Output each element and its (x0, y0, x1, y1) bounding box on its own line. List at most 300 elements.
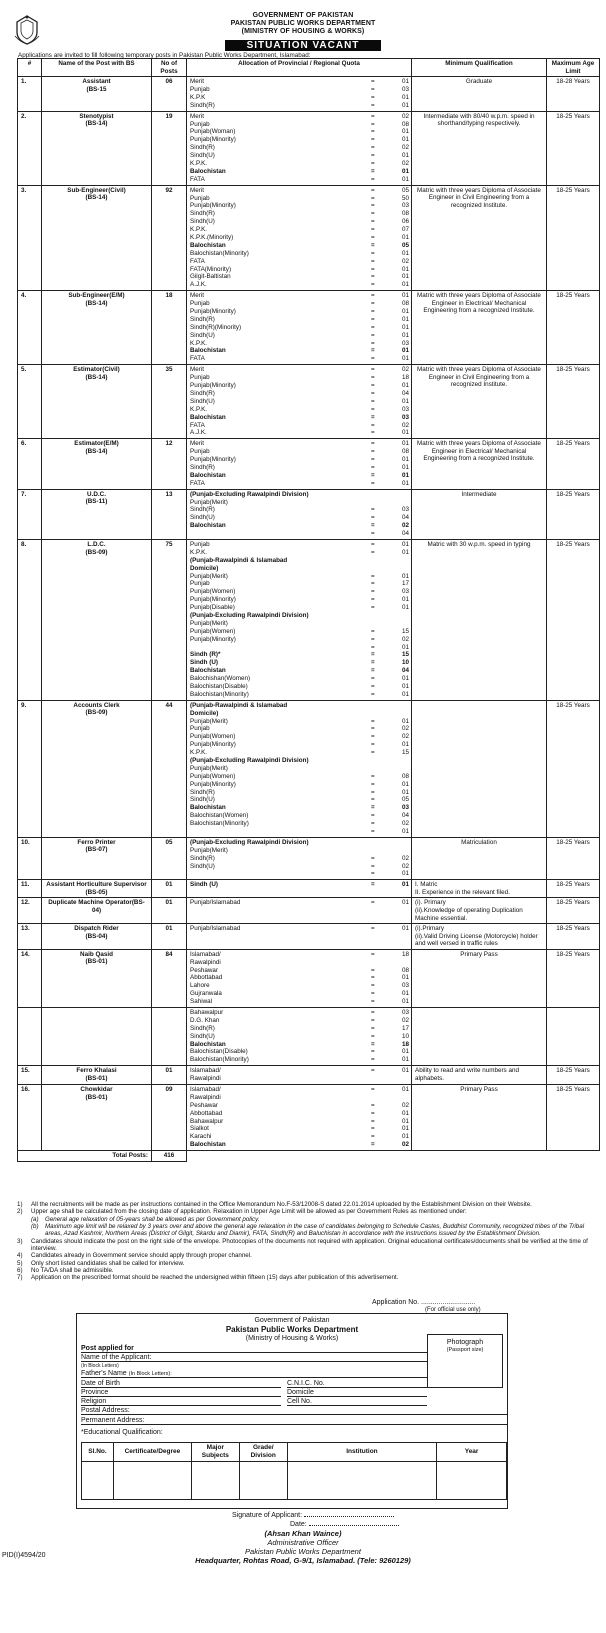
allocation-line: Sindh(U) = 06 (190, 218, 409, 226)
allocation-line: Balochistan(Minority) = 01 (190, 249, 409, 257)
allocation-line: Sindh(R) = 01 (190, 101, 409, 109)
post-name: Ferro Printer (77, 838, 116, 846)
quota-region: Punjab (190, 540, 210, 548)
allocation-line: Balochistan(Minority) = 01 (190, 690, 409, 698)
allocation-line: FATA = 02 (190, 421, 409, 429)
allocation-line: Punjab(Women) = 02 (190, 733, 409, 741)
quota-region: FATA (190, 257, 205, 265)
allocation-line: FATA = 02 (190, 257, 409, 265)
quota-region: FATA (190, 479, 205, 487)
age-limit (547, 1007, 600, 1065)
form-dept: Pakistan Public Works Department (225, 1325, 359, 1335)
province-field[interactable]: Province (81, 1388, 281, 1397)
allocation-line: Peshawar = 08 (190, 966, 409, 974)
allocation-line: Abbottabad = 01 (190, 1109, 409, 1117)
edu-col-certificate: Certificate/Degree (113, 1443, 191, 1462)
quota-region: Sindh (U) (190, 659, 218, 667)
quota-count: 01 (401, 152, 409, 160)
signature-line[interactable]: Signature of Applicant: (232, 1512, 394, 1520)
quota-count: 01 (401, 101, 409, 109)
edu-cell[interactable] (82, 1461, 114, 1499)
qualification: Matric with three years Diploma of Associate Engineer in Electrical/ Mechanical Engineering from a recognized Institute. (412, 291, 547, 365)
allocation-line: Merit = 01 (190, 440, 409, 448)
age-limit: 18-25 Years (547, 949, 600, 1007)
col-header-allocation: Allocation of Provincial / Regional Quota (187, 59, 412, 77)
father-name-field[interactable]: Father's Name (In Block Letters): (81, 1369, 427, 1378)
qualification: Intermediate with 80/40 w.p.m. speed in shorthand/typing respectively. (412, 111, 547, 185)
row-number: 1. (18, 77, 42, 112)
header-ministry: (MINISTRY OF HOUSING & WORKS) (241, 28, 365, 35)
dob-field[interactable]: Date of Birth (81, 1379, 281, 1388)
quota-region: Punjab (190, 120, 210, 128)
table-row (18, 898, 600, 924)
quota-count: 01 (401, 355, 409, 363)
table-row (18, 291, 600, 365)
quota-count (397, 1094, 409, 1102)
post-scale: (BS-01) (85, 958, 108, 966)
quota-count: 18 (401, 950, 409, 958)
note-text: Only short listed candidates shall be called for interview. (31, 1259, 185, 1267)
number-of-posts: 13 (152, 489, 187, 539)
edu-col-sl: Sl.No. (82, 1443, 114, 1462)
allocation-line: = 01 (371, 643, 409, 651)
post-cell (42, 185, 152, 291)
edu-cell[interactable] (239, 1461, 287, 1499)
allocation-line: Balochistan(Minority) = 02 (190, 820, 409, 828)
quota-region: Abbottabad (190, 1109, 223, 1117)
quota-count: 01 (401, 925, 409, 933)
age-limit: 18-25 Years (547, 898, 600, 924)
edu-cell[interactable] (191, 1461, 239, 1499)
quota-region: Sindh(U) (190, 862, 215, 870)
quota-region: Punjab(Merit) (190, 498, 228, 506)
quota-region: Sindh(R) (190, 144, 215, 152)
quota-count: 03 (401, 339, 409, 347)
quota-region: Peshawar (190, 966, 219, 974)
allocation-line: Punjab = 17 (190, 580, 409, 588)
allocation-cell (187, 924, 412, 950)
religion-field[interactable]: Religion (81, 1397, 281, 1406)
table-row (18, 77, 600, 112)
photograph-sub: (Passport size) (446, 1347, 484, 1354)
number-of-posts: 19 (152, 111, 187, 185)
notes-section (17, 1201, 599, 1281)
allocation-line (187, 499, 411, 507)
quota-region: Sindh(U) (190, 152, 215, 160)
quota-count: 04 (401, 530, 409, 538)
table-row (18, 1085, 600, 1151)
allocation-line: Bahawalpur = 01 (190, 1117, 409, 1125)
table-row (18, 1007, 600, 1065)
quota-region: Punjab(Minority) (190, 136, 236, 144)
allocation-line: Sindh(R) = 01 (190, 463, 409, 471)
row-number: 13. (18, 924, 42, 950)
total-rest (187, 1151, 600, 1162)
note-item (17, 1267, 599, 1274)
note-item (17, 1238, 599, 1253)
quota-count: 01 (401, 175, 409, 183)
quota-count: 06 (401, 218, 409, 226)
note-text: Application on the prescribed format should be reached the undersigned within fifteen (15) days after publication of this advertisement. (31, 1274, 399, 1282)
quota-region: Punjab (190, 725, 210, 733)
quota-region: Sindh(R)(Minority) (190, 323, 242, 331)
quota-region: Rawalpindi (190, 958, 221, 966)
pid-number: PID(I)4594/20 (2, 1552, 46, 1559)
quota-region: Sindh(U) (190, 218, 215, 226)
allocation-line: Punjab = 50 (190, 194, 409, 202)
col-header-post: Name of the Post with BS (42, 59, 152, 77)
note-number: 5) (17, 1259, 23, 1267)
quota-region: Balochistan(Disable) (190, 683, 248, 690)
number-of-posts: 09 (152, 1085, 187, 1151)
quota-count: 18 (401, 374, 409, 382)
post-cell (42, 1007, 152, 1065)
quota-count: 02 (401, 854, 409, 862)
allocation-line: Punjab(Disable) = 01 (190, 604, 409, 612)
table-row (18, 365, 600, 439)
banner-wrap (0, 40, 606, 51)
quota-region: Punjab (190, 85, 210, 93)
quota-region: Merit (190, 112, 204, 120)
quota-count: 01 (401, 683, 409, 690)
quota-region: Peshawar (190, 1101, 219, 1109)
age-limit: 18-25 Years (547, 439, 600, 489)
post-name: Assistant (82, 78, 111, 86)
allocation-line: Balochistan(Disable) = 01 (190, 683, 409, 690)
age-limit: 18-28 Years (547, 77, 600, 112)
quota-count: 02 (401, 635, 409, 643)
quota-region: Punjab (190, 300, 210, 308)
allocation-cell (187, 439, 412, 489)
quota-region: Sindh(R) (190, 210, 215, 218)
quota-count: 02 (401, 862, 409, 870)
vacancy-table (17, 58, 600, 1162)
note-text: Candidates already in Government service should apply through proper channel. (31, 1252, 252, 1260)
cell-field[interactable]: Cell No. (287, 1397, 427, 1406)
post-scale: (BS-07) (85, 846, 108, 854)
post-scale: (BS-01) (85, 1093, 108, 1101)
allocation-line: Merit = 01 (190, 292, 409, 300)
quota-count: 18 (401, 1040, 409, 1048)
allocation-line: Peshawar = 02 (190, 1101, 409, 1109)
allocation-line: A.J.K. = 01 (190, 429, 409, 437)
quota-count (397, 565, 409, 573)
post-name: Dispatch Rider (74, 925, 119, 933)
allocation-line: Balochistan(Disable) = 01 (190, 1048, 409, 1056)
allocation-line: Punjab/Islamabad = 01 (190, 925, 409, 933)
note-number: 7) (17, 1274, 23, 1282)
quota-count: 01 (401, 780, 409, 788)
quota-region: Bahawalpur (190, 1117, 224, 1125)
quota-count: 01 (401, 440, 409, 448)
quota-region: Bahawalpur (190, 1008, 224, 1016)
note-item (17, 1252, 599, 1259)
note-item (17, 1274, 599, 1281)
quota-count: 15 (401, 627, 409, 635)
quota-count (397, 612, 409, 620)
total-row (18, 1151, 600, 1162)
quota-count: 07 (401, 226, 409, 234)
allocation-line: Punjab/Islamabad = 01 (190, 899, 409, 907)
quota-region: Merit (190, 186, 204, 194)
post-scale: (BS-04) (85, 932, 108, 940)
quota-count: 01 (401, 273, 409, 281)
quota-region: Merit (190, 292, 204, 300)
date-line[interactable]: Date: (290, 1521, 399, 1529)
quota-count: 01 (401, 323, 409, 331)
number-of-posts: 01 (152, 898, 187, 924)
note-number: 2) (17, 1208, 23, 1216)
cnic-field[interactable]: C.N.I.C. No. (287, 1379, 427, 1388)
quota-count (397, 847, 409, 855)
quota-count: 02 (401, 421, 409, 429)
quota-count: 01 (401, 548, 409, 556)
allocation-line: Sindh(R) = 03 (190, 506, 409, 514)
quota-region: Sindh (U) (190, 881, 218, 889)
post-name: Chowkidar (80, 1086, 113, 1093)
footer-department: Pakistan Public Works Department (245, 1547, 361, 1556)
quota-region: Sindh(U) (190, 397, 215, 405)
quota-count: 01 (401, 604, 409, 612)
allocation-line: Punjab = 18 (190, 374, 409, 382)
block-letters-note-1: (In Block Letters) (81, 1363, 119, 1369)
post-cell (42, 1085, 152, 1151)
post-cell (42, 924, 152, 950)
quota-region: FATA (190, 421, 205, 429)
quota-region: K.P.K (190, 93, 206, 101)
allocation-line: Karachi = 01 (190, 1133, 409, 1141)
note-number: (a) (31, 1215, 39, 1223)
allocation-line (187, 557, 411, 565)
official-use-label: (For official use only) (425, 1307, 481, 1313)
situation-vacant-banner: SITUATION VACANT (225, 40, 382, 51)
post-cell (42, 111, 152, 185)
allocation-line (187, 757, 411, 765)
edu-cell[interactable] (113, 1461, 191, 1499)
quota-count: 01 (401, 1133, 409, 1141)
note-item (17, 1216, 599, 1223)
col-header-age: Maximum Age Limit (547, 59, 600, 77)
allocation-line: Sindh(R) = 04 (190, 389, 409, 397)
quota-region: Punjab(Merit) (190, 572, 228, 580)
allocation-line (187, 702, 411, 710)
quota-count: 01 (401, 93, 409, 101)
allocation-line: Sindh(U) = 01 (190, 331, 409, 339)
edu-blank-row[interactable] (82, 1461, 507, 1499)
edu-cell[interactable] (437, 1461, 507, 1499)
quota-count: 15 (401, 749, 409, 757)
allocation-line: A.J.K. = 01 (190, 281, 409, 289)
name-applicant-field[interactable]: Name of the Applicant: (81, 1353, 427, 1362)
allocation-line: Sindh (R)* = 15 (190, 651, 409, 659)
row-number: 5. (18, 365, 42, 439)
post-scale: (BS-15 (86, 85, 107, 93)
allocation-line: = 04 (371, 530, 409, 538)
table-row (18, 949, 600, 1007)
quota-count: 01 (401, 572, 409, 580)
quota-region: Domicile) (190, 564, 219, 572)
allocation-line: Balochistan = 01 (190, 347, 409, 355)
quota-count: 03 (401, 804, 409, 812)
allocation-line: Punjab(Minority) = 03 (190, 202, 409, 210)
allocation-line: Punjab = 08 (190, 448, 409, 456)
note-item (17, 1201, 599, 1208)
quota-count: 02 (401, 1016, 409, 1024)
quota-count: 01 (401, 828, 409, 836)
allocation-line: Punjab(Women) = 03 (190, 588, 409, 596)
quota-region: Punjab(Merit) (190, 619, 228, 627)
quota-count: 01 (401, 167, 409, 175)
allocation-cell (187, 291, 412, 365)
allocation-line: Punjab(Merit) = 01 (190, 717, 409, 725)
quota-count: 01 (401, 429, 409, 437)
quota-region: Sindh(U) (190, 1032, 215, 1040)
quota-count: 01 (401, 281, 409, 289)
quota-count (397, 839, 409, 847)
allocation-line: Merit = 02 (190, 366, 409, 374)
quota-count: 03 (401, 588, 409, 596)
domicile-field[interactable]: Domicile (287, 1388, 427, 1397)
edu-cell[interactable] (287, 1461, 436, 1499)
form-ministry: (Ministry of Housing & Works) (245, 1334, 339, 1342)
quota-region: Balochistan (190, 1141, 226, 1149)
allocation-cell (187, 185, 412, 291)
post-cell (42, 439, 152, 489)
post-cell (42, 880, 152, 898)
row-number: 14. (18, 949, 42, 1007)
allocation-line: Bahawalpur = 03 (190, 1008, 409, 1016)
postal-address-field[interactable]: Postal Address: (81, 1406, 507, 1415)
quota-region: Balochistan(Minority) (190, 249, 249, 257)
age-limit: 18-25 Years (547, 880, 600, 898)
table-row (18, 1066, 600, 1085)
allocation-line: FATA = 01 (190, 175, 409, 183)
quota-region: (Punjab-Excluding Rawalpindi Division) (190, 490, 309, 498)
post-name: Estimator(Civil) (73, 366, 120, 374)
allocation-line: K.P.K = 01 (190, 93, 409, 101)
quota-count (397, 557, 409, 565)
allocation-line: Sindh(U) = 05 (190, 796, 409, 804)
post-scale: (BS-14) (85, 299, 108, 307)
row-number: 6. (18, 439, 42, 489)
number-of-posts: 75 (152, 539, 187, 700)
number-of-posts: 12 (152, 439, 187, 489)
row-number: 7. (18, 489, 42, 539)
allocation-line: Balochistan = 02 (190, 522, 409, 530)
quota-count: 01 (401, 347, 409, 355)
allocation-cell (187, 898, 412, 924)
quota-region: Punjab(Minority) (190, 202, 236, 210)
allocation-line: Balochistan = 04 (190, 667, 409, 675)
quota-count: 15 (401, 651, 409, 659)
quota-count: 01 (401, 315, 409, 323)
quota-region: D.G. Khan (190, 1016, 220, 1024)
quota-region: Balochistan (190, 667, 226, 675)
quota-count: 01 (401, 643, 409, 651)
quota-region: Sindh(U) (190, 796, 215, 804)
post-cell (42, 291, 152, 365)
quota-region: Balochistan (190, 804, 226, 812)
allocation-line: Balochistan(Women) = 04 (190, 812, 409, 820)
allocation-line: FATA = 01 (190, 355, 409, 363)
quota-region: Merit (190, 440, 204, 448)
photograph-label: Photograph (446, 1339, 484, 1346)
table-header-row (18, 59, 600, 77)
quota-region: Punjab (190, 194, 210, 202)
age-limit: 18-25 Years (547, 1085, 600, 1151)
quota-count: 08 (401, 120, 409, 128)
quota-count: 01 (401, 463, 409, 471)
quota-count: 01 (401, 471, 409, 479)
quota-region: Balochistan(Disable) (190, 1048, 248, 1056)
quota-region: K.P.K.(Minority) (190, 234, 234, 242)
allocation-cell (187, 837, 412, 879)
post-name: L.D.C. (87, 540, 106, 548)
allocation-line: Balochishan(Women) = 01 (190, 675, 409, 683)
quota-region: K.P.K. (190, 405, 208, 413)
age-limit: 18-25 Years (547, 291, 600, 365)
form-gov: Government of Pakistan (254, 1317, 330, 1324)
post-name: Sub-Engineer(Civil) (67, 186, 126, 194)
edu-col-subjects: Major Subjects (191, 1443, 239, 1462)
quota-count: 01 (401, 741, 409, 749)
allocation-line (187, 710, 411, 718)
quota-count (397, 757, 409, 765)
number-of-posts: 06 (152, 77, 187, 112)
allocation-cell (187, 1007, 412, 1065)
allocation-line: K.P.K. = 03 (190, 339, 409, 347)
number-of-posts: 44 (152, 700, 187, 837)
officer-title: Administrative Officer (267, 1538, 339, 1547)
quota-region: Merit (190, 78, 204, 86)
total-spacer (18, 1151, 42, 1162)
note-text: No TA/DA shall be admissible. (31, 1266, 114, 1274)
qualification: (i). Primary (ii).Knowledge of operating Duplication Machine essential. (412, 898, 547, 924)
allocation-line: Merit = 05 (190, 186, 409, 194)
allocation-cell (187, 489, 412, 539)
table-row (18, 111, 600, 185)
permanent-address-field[interactable]: Permanent Address: (81, 1416, 507, 1425)
quota-count: 02 (401, 160, 409, 167)
allocation-line: Merit = 02 (190, 112, 409, 120)
quota-count: 03 (401, 85, 409, 93)
allocation-line: Islamabad/ = 01 (190, 1086, 409, 1093)
allocation-line: Sindh(U) = 04 (190, 514, 409, 522)
note-text: Candidates should indicate the post on the right side of the envelope. Photocopies of the documents not required with application. Original educational certificates/documents shall be verified at the time of interview. (31, 1237, 588, 1252)
allocation-line: Balochistan = 18 (190, 1040, 409, 1048)
allocation-line (187, 1075, 411, 1083)
quota-count: 03 (401, 982, 409, 990)
allocation-line: Gujranwala = 01 (190, 990, 409, 998)
quota-region: (Punjab-Excluding Rawalpindi Division) (190, 757, 309, 765)
quota-count: 01 (401, 249, 409, 257)
allocation-line: Punjab(Minority) = 01 (190, 308, 409, 316)
quota-region: Punjab(Minority) (190, 780, 236, 788)
note-text: Upper age shall be calculated from the closing date of application. Relaxation in Upper Age Limit will be allowed as per Government Rules as mentioned under: (31, 1208, 467, 1216)
quota-count: 05 (401, 186, 409, 194)
allocation-line: Punjab(Minority) = 01 (190, 596, 409, 604)
quota-region: Punjab(Merit) (190, 764, 228, 772)
age-limit: 18-25 Years (547, 837, 600, 879)
quota-region: Rawalpindi (190, 1075, 221, 1083)
quota-region: Lahore (190, 982, 210, 990)
row-number: 15. (18, 1066, 42, 1085)
post-applied-field[interactable]: Post applied for (81, 1344, 427, 1353)
allocation-line: Punjab(Minority) = 01 (190, 136, 409, 144)
quota-count: 01 (401, 540, 409, 548)
number-of-posts: 01 (152, 1066, 187, 1085)
number-of-posts: 01 (152, 924, 187, 950)
